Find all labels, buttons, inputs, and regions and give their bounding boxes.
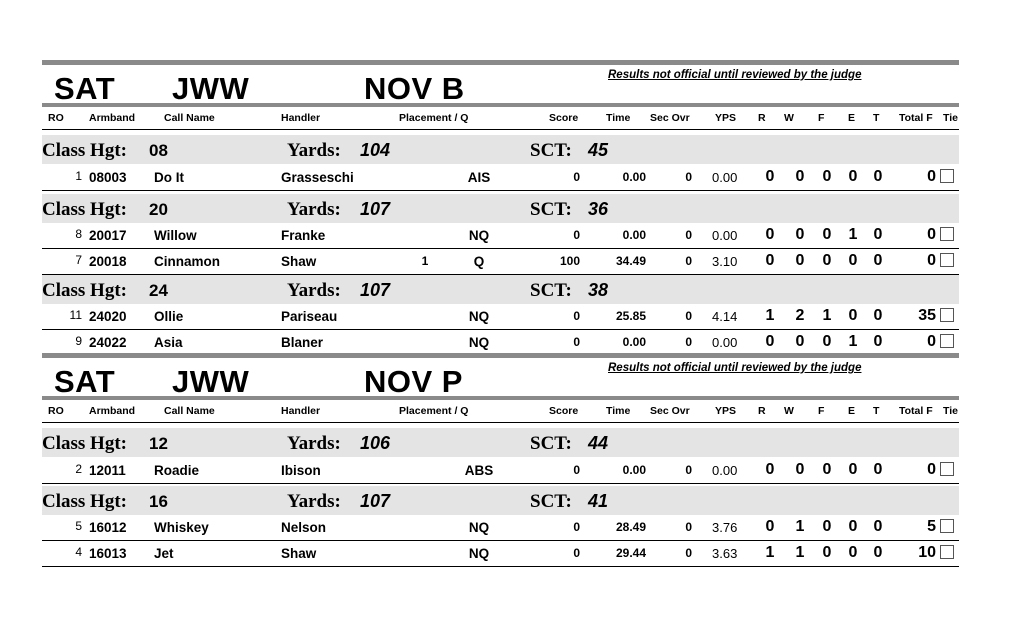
table-row — [42, 330, 959, 355]
t-cell: 0 — [873, 544, 883, 561]
total-faults-cell: 0 — [927, 333, 936, 350]
t-cell: 0 — [873, 333, 883, 350]
handler-cell: Nelson — [281, 520, 327, 535]
sct-value: 44 — [588, 433, 609, 453]
col-sec-ovr: Sec Ovr — [650, 112, 690, 124]
w-cell: 1 — [795, 544, 805, 561]
ro-cell: 8 — [75, 227, 82, 241]
w-cell: 1 — [795, 518, 805, 535]
class-hgt-label: Class Hgt: — [42, 199, 127, 220]
tie-checkbox[interactable] — [940, 519, 954, 533]
tie-checkbox[interactable] — [940, 227, 954, 241]
qualification-cell: NQ — [468, 309, 490, 324]
sec-ovr-cell: 0 — [685, 309, 692, 323]
sct-label: SCT: — [530, 140, 572, 161]
score-cell: 0 — [573, 546, 580, 560]
col-armband: Armband — [89, 112, 136, 124]
time-cell: 0.00 — [622, 463, 646, 477]
yards-label: Yards: — [287, 491, 341, 512]
time-cell: 25.85 — [615, 309, 646, 323]
col-placement: Placement / Q — [399, 405, 469, 417]
time-cell: 34.49 — [615, 254, 646, 268]
yards-label: Yards: — [287, 140, 341, 161]
tie-checkbox[interactable] — [940, 545, 954, 559]
class-hgt-label: Class Hgt: — [42, 280, 127, 301]
armband-cell: 20017 — [89, 228, 127, 243]
qualification-cell: NQ — [468, 546, 490, 561]
armband-cell: 12011 — [89, 463, 126, 478]
w-cell: 0 — [795, 226, 805, 243]
score-cell: 0 — [573, 170, 580, 184]
col-call-name: Call Name — [164, 405, 215, 417]
col-time: Time — [606, 112, 631, 124]
call-name-cell: Whiskey — [154, 520, 209, 535]
w-cell: 0 — [795, 333, 805, 350]
total-faults-cell: 0 — [927, 252, 936, 269]
f-cell: 0 — [822, 518, 832, 535]
r-cell: 0 — [765, 518, 775, 535]
total-faults-cell: 0 — [927, 226, 936, 243]
qualification-cell: Q — [473, 254, 485, 269]
col-w: W — [784, 112, 794, 124]
e-cell: 0 — [848, 518, 858, 535]
sec-ovr-cell: 0 — [685, 463, 692, 477]
col-r: R — [758, 112, 766, 124]
yps-cell: 3.76 — [712, 520, 738, 535]
w-cell: 0 — [795, 252, 805, 269]
handler-cell: Franke — [281, 228, 326, 243]
sec-ovr-cell: 0 — [685, 546, 692, 560]
f-cell: 0 — [822, 168, 832, 185]
col-total-f: Total F — [899, 112, 933, 124]
score-cell: 100 — [559, 254, 580, 268]
t-cell: 0 — [873, 307, 883, 324]
section-top-rule — [42, 60, 959, 65]
sec-ovr-cell: 0 — [685, 228, 692, 242]
w-cell: 2 — [795, 307, 805, 324]
col-total-f: Total F — [899, 405, 933, 417]
col-call-name: Call Name — [164, 112, 215, 124]
t-cell: 0 — [873, 518, 883, 535]
total-faults-cell: 35 — [918, 307, 936, 324]
unofficial-notice: Results not official until reviewed by the judge — [608, 362, 862, 374]
table-row — [42, 165, 959, 191]
time-cell: 0.00 — [622, 228, 646, 242]
ro-cell: 9 — [75, 334, 82, 348]
yards-value: 107 — [360, 491, 391, 511]
t-cell: 0 — [873, 252, 883, 269]
section-day: SAT — [54, 71, 116, 106]
class-hgt-label: Class Hgt: — [42, 491, 127, 512]
col-w: W — [784, 405, 794, 417]
yards-label: Yards: — [287, 433, 341, 454]
yps-cell: 0.00 — [712, 228, 738, 243]
yps-cell: 3.10 — [712, 254, 738, 269]
qualification-cell: NQ — [468, 520, 490, 535]
f-cell: 0 — [822, 461, 832, 478]
sct-value: 38 — [588, 280, 609, 300]
time-cell: 0.00 — [622, 335, 646, 349]
sct-value: 45 — [588, 140, 609, 160]
col-placement: Placement / Q — [399, 112, 469, 124]
w-cell: 0 — [795, 461, 805, 478]
r-cell: 1 — [765, 307, 775, 324]
yards-value: 106 — [360, 433, 391, 453]
class-hgt-label: Class Hgt: — [42, 140, 127, 161]
col-yps: YPS — [715, 405, 737, 417]
col-e: E — [848, 112, 856, 124]
t-cell: 0 — [873, 168, 883, 185]
placement-cell: 1 — [421, 254, 429, 268]
handler-cell: Shaw — [281, 546, 317, 561]
call-name-cell: Roadie — [154, 463, 200, 478]
w-cell: 0 — [795, 168, 805, 185]
yards-value: 107 — [360, 280, 391, 300]
section-level: NOV B — [364, 71, 465, 106]
r-cell: 0 — [765, 333, 775, 350]
call-name-cell: Do It — [154, 170, 184, 185]
col-tie: Tie — [943, 112, 958, 124]
time-cell: 29.44 — [615, 546, 646, 560]
table-row — [42, 458, 959, 484]
sec-ovr-cell: 0 — [685, 520, 692, 534]
col-tie: Tie — [943, 405, 958, 417]
armband-cell: 08003 — [89, 170, 127, 185]
class-hgt-value: 08 — [149, 141, 168, 160]
armband-cell: 24022 — [89, 335, 127, 350]
column-header-row — [42, 396, 959, 423]
armband-cell: 16013 — [89, 546, 127, 561]
sct-value: 41 — [588, 491, 609, 511]
e-cell: 1 — [848, 333, 858, 350]
ro-cell: 1 — [75, 169, 82, 183]
sec-ovr-cell: 0 — [685, 254, 692, 268]
f-cell: 0 — [822, 333, 832, 350]
total-faults-cell: 5 — [927, 518, 936, 535]
r-cell: 1 — [765, 544, 775, 561]
score-cell: 0 — [573, 463, 580, 477]
t-cell: 0 — [873, 226, 883, 243]
class-hgt-value: 12 — [149, 434, 168, 453]
call-name-cell: Cinnamon — [154, 254, 220, 269]
ro-cell: 5 — [75, 519, 82, 533]
e-cell: 1 — [848, 226, 858, 243]
tie-checkbox[interactable] — [940, 334, 954, 348]
ro-cell: 4 — [75, 545, 82, 559]
col-yps: YPS — [715, 112, 737, 124]
yps-cell: 0.00 — [712, 463, 738, 478]
col-handler: Handler — [281, 112, 321, 124]
class-height-row — [42, 275, 959, 304]
call-name-cell: Asia — [154, 335, 183, 350]
e-cell: 0 — [848, 461, 858, 478]
call-name-cell: Willow — [154, 228, 197, 243]
table-row — [42, 249, 959, 275]
class-height-row — [42, 194, 959, 223]
armband-cell: 24020 — [89, 309, 127, 324]
col-handler: Handler — [281, 405, 321, 417]
time-cell: 0.00 — [622, 170, 646, 184]
f-cell: 0 — [822, 544, 832, 561]
table-row — [42, 304, 959, 330]
total-faults-cell: 10 — [918, 544, 936, 561]
yards-value: 104 — [360, 140, 391, 160]
table-row — [42, 515, 959, 541]
sct-label: SCT: — [530, 433, 572, 454]
section-day: SAT — [54, 364, 116, 399]
ro-cell: 2 — [75, 462, 82, 476]
unofficial-notice: Results not official until reviewed by the judge — [608, 69, 862, 81]
col-f: F — [818, 405, 825, 417]
t-cell: 0 — [873, 461, 883, 478]
yps-cell: 3.63 — [712, 546, 738, 561]
class-hgt-value: 24 — [149, 281, 168, 300]
f-cell: 1 — [822, 307, 832, 324]
yps-cell: 0.00 — [712, 170, 738, 185]
col-e: E — [848, 405, 856, 417]
total-faults-cell: 0 — [927, 168, 936, 185]
sec-ovr-cell: 0 — [685, 170, 692, 184]
col-ro: RO — [48, 112, 64, 124]
section-top-rule — [42, 353, 959, 358]
tie-checkbox[interactable] — [940, 253, 954, 267]
total-faults-cell: 0 — [927, 461, 936, 478]
class-hgt-value: 16 — [149, 492, 168, 511]
e-cell: 0 — [848, 544, 858, 561]
sec-ovr-cell: 0 — [685, 335, 692, 349]
r-cell: 0 — [765, 168, 775, 185]
col-score: Score — [549, 112, 579, 124]
score-cell: 0 — [573, 520, 580, 534]
score-cell: 0 — [573, 309, 580, 323]
armband-cell: 16012 — [89, 520, 127, 535]
handler-cell: Blaner — [281, 335, 324, 350]
e-cell: 0 — [848, 252, 858, 269]
col-t: T — [873, 405, 880, 417]
col-ro: RO — [48, 405, 64, 417]
sct-label: SCT: — [530, 199, 572, 220]
table-row — [42, 223, 959, 249]
tie-checkbox[interactable] — [940, 308, 954, 322]
score-cell: 0 — [573, 228, 580, 242]
tie-checkbox[interactable] — [940, 169, 954, 183]
col-r: R — [758, 405, 766, 417]
call-name-cell: Jet — [154, 546, 174, 561]
class-hgt-value: 20 — [149, 200, 168, 219]
call-name-cell: Ollie — [154, 309, 184, 324]
ro-cell: 11 — [69, 308, 82, 322]
col-armband: Armband — [89, 405, 136, 417]
class-height-row — [42, 486, 959, 515]
ro-cell: 7 — [75, 253, 82, 267]
col-sec-ovr: Sec Ovr — [650, 405, 690, 417]
col-time: Time — [606, 405, 631, 417]
handler-cell: Pariseau — [281, 309, 338, 324]
handler-cell: Shaw — [281, 254, 317, 269]
section-level: NOV P — [364, 364, 463, 399]
r-cell: 0 — [765, 226, 775, 243]
section-event: JWW — [172, 364, 250, 399]
qualification-cell: NQ — [468, 335, 490, 350]
f-cell: 0 — [822, 252, 832, 269]
yards-value: 107 — [360, 199, 391, 219]
handler-cell: Ibison — [281, 463, 321, 478]
r-cell: 0 — [765, 461, 775, 478]
tie-checkbox[interactable] — [940, 462, 954, 476]
column-header-row — [42, 103, 959, 130]
qualification-cell: NQ — [468, 228, 490, 243]
qualification-cell: ABS — [464, 463, 494, 478]
sct-label: SCT: — [530, 280, 572, 301]
section-event: JWW — [172, 71, 250, 106]
time-cell: 28.49 — [615, 520, 646, 534]
class-height-row — [42, 135, 959, 164]
f-cell: 0 — [822, 226, 832, 243]
class-height-row — [42, 428, 959, 457]
armband-cell: 20018 — [89, 254, 127, 269]
yards-label: Yards: — [287, 280, 341, 301]
col-t: T — [873, 112, 880, 124]
qualification-cell: AIS — [467, 170, 491, 185]
yps-cell: 4.14 — [712, 309, 738, 324]
e-cell: 0 — [848, 168, 858, 185]
table-row — [42, 541, 959, 567]
score-cell: 0 — [573, 335, 580, 349]
handler-cell: Grasseschi — [281, 170, 354, 185]
sct-value: 36 — [588, 199, 609, 219]
e-cell: 0 — [848, 307, 858, 324]
yps-cell: 0.00 — [712, 335, 738, 350]
yards-label: Yards: — [287, 199, 341, 220]
col-score: Score — [549, 405, 579, 417]
sct-label: SCT: — [530, 491, 572, 512]
col-f: F — [818, 112, 825, 124]
class-hgt-label: Class Hgt: — [42, 433, 127, 454]
r-cell: 0 — [765, 252, 775, 269]
